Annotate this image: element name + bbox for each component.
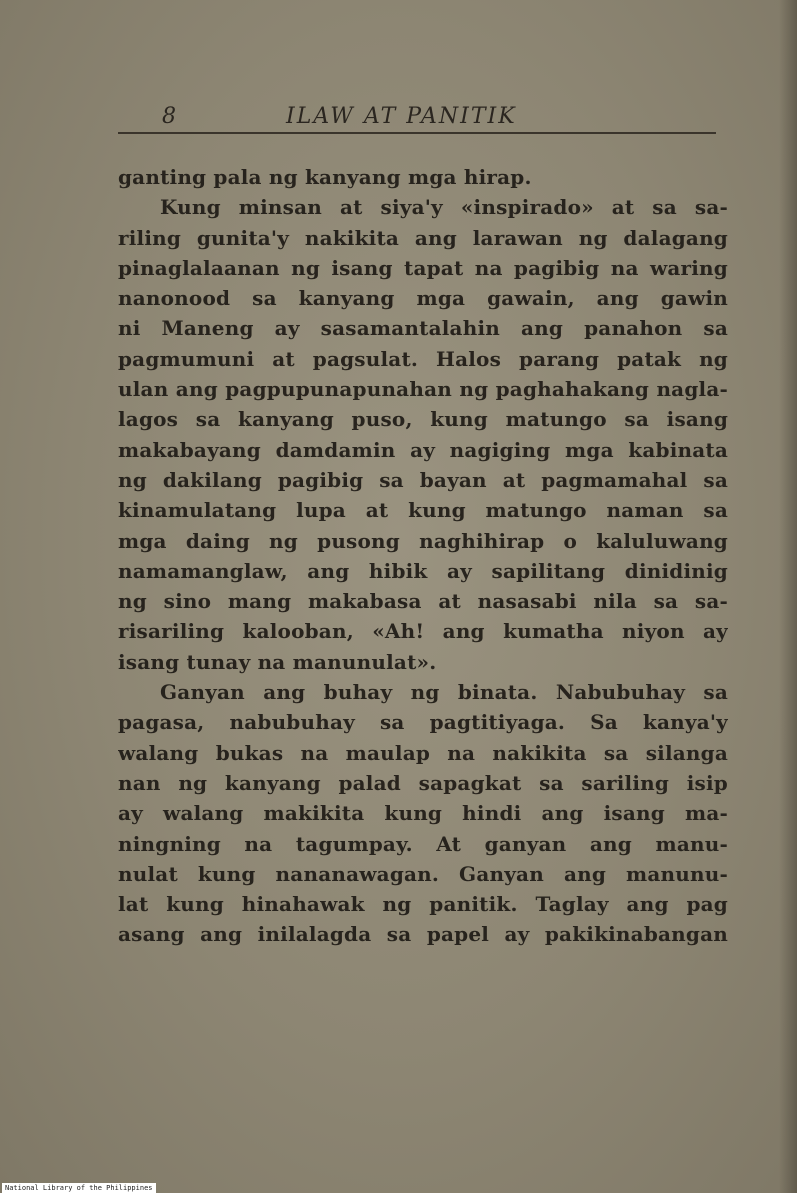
text-line: makabayang damdamin ay nagiging mga kabinata: [118, 437, 728, 462]
text-line: pinaglalaanan ng isang tapat na pagibig na waring: [118, 255, 728, 280]
text-line: risariling kalooban, «Ah! ang kumatha niyon ay: [118, 619, 728, 644]
text-line: ulan ang pagpupunapunahan ng paghahakang nagla-: [118, 377, 728, 402]
library-credit: National Library of the Philippines: [2, 1183, 156, 1193]
text-line: ganting pala ng kanyang mga hirap.: [118, 165, 532, 189]
page-number: 8: [162, 104, 176, 129]
text-line: Kung minsan at siya'y «inspirado» at sa sa-: [160, 195, 728, 220]
text-line: nulat kung nananawagan. Ganyan ang manunu-: [118, 861, 728, 886]
text-line: nan ng kanyang palad sapagkat sa sariling isip: [118, 770, 728, 795]
text-line: asang ang inilalagda sa papel ay pakikinabangan: [118, 922, 728, 947]
text-line: riling gunita'y nakikita ang larawan ng dalagang: [118, 225, 728, 250]
text-line: Ganyan ang buhay ng binata. Nabubuhay sa: [160, 680, 728, 705]
text-line: ni Maneng ay sasamantalahin ang panahon sa: [118, 316, 728, 341]
body-text: [118, 162, 728, 950]
text-line: lagos sa kanyang puso, kung matungo sa isang: [118, 407, 728, 432]
text-line: ningning na tagumpay. At ganyan ang manu-: [118, 831, 728, 856]
text-line: ay walang makikita kung hindi ang isang ma-: [118, 801, 728, 826]
header-rule: [118, 132, 716, 134]
text-line: pagasa, nabubuhay sa pagtitiyaga. Sa kanya'y: [118, 710, 728, 735]
text-line: pagmumuni at pagsulat. Halos parang patak ng: [118, 346, 728, 371]
page-header: [118, 100, 718, 140]
text-line: kinamulatang lupa at kung matungo naman sa: [118, 498, 728, 523]
running-title: ILAW AT PANITIK: [286, 104, 517, 129]
text-line: namamanglaw, ang hibik ay sapilitang dinidinig: [118, 558, 728, 583]
text-line: mga daing ng pusong naghihirap o kaluluwang: [118, 528, 728, 553]
text-line: walang bukas na maulap na nakikita sa silanga: [118, 740, 728, 765]
page-edge-shadow: [779, 0, 797, 1193]
text-line: ng dakilang pagibig sa bayan at pagmamahal sa: [118, 467, 728, 492]
text-line: lat kung hinahawak ng panitik. Taglay ang pag: [118, 892, 728, 917]
text-line: nanonood sa kanyang mga gawain, ang gawin: [118, 286, 728, 311]
text-line: isang tunay na manunulat».: [118, 649, 437, 674]
text-line: ng sino mang makabasa at nasasabi nila sa sa-: [118, 589, 728, 614]
